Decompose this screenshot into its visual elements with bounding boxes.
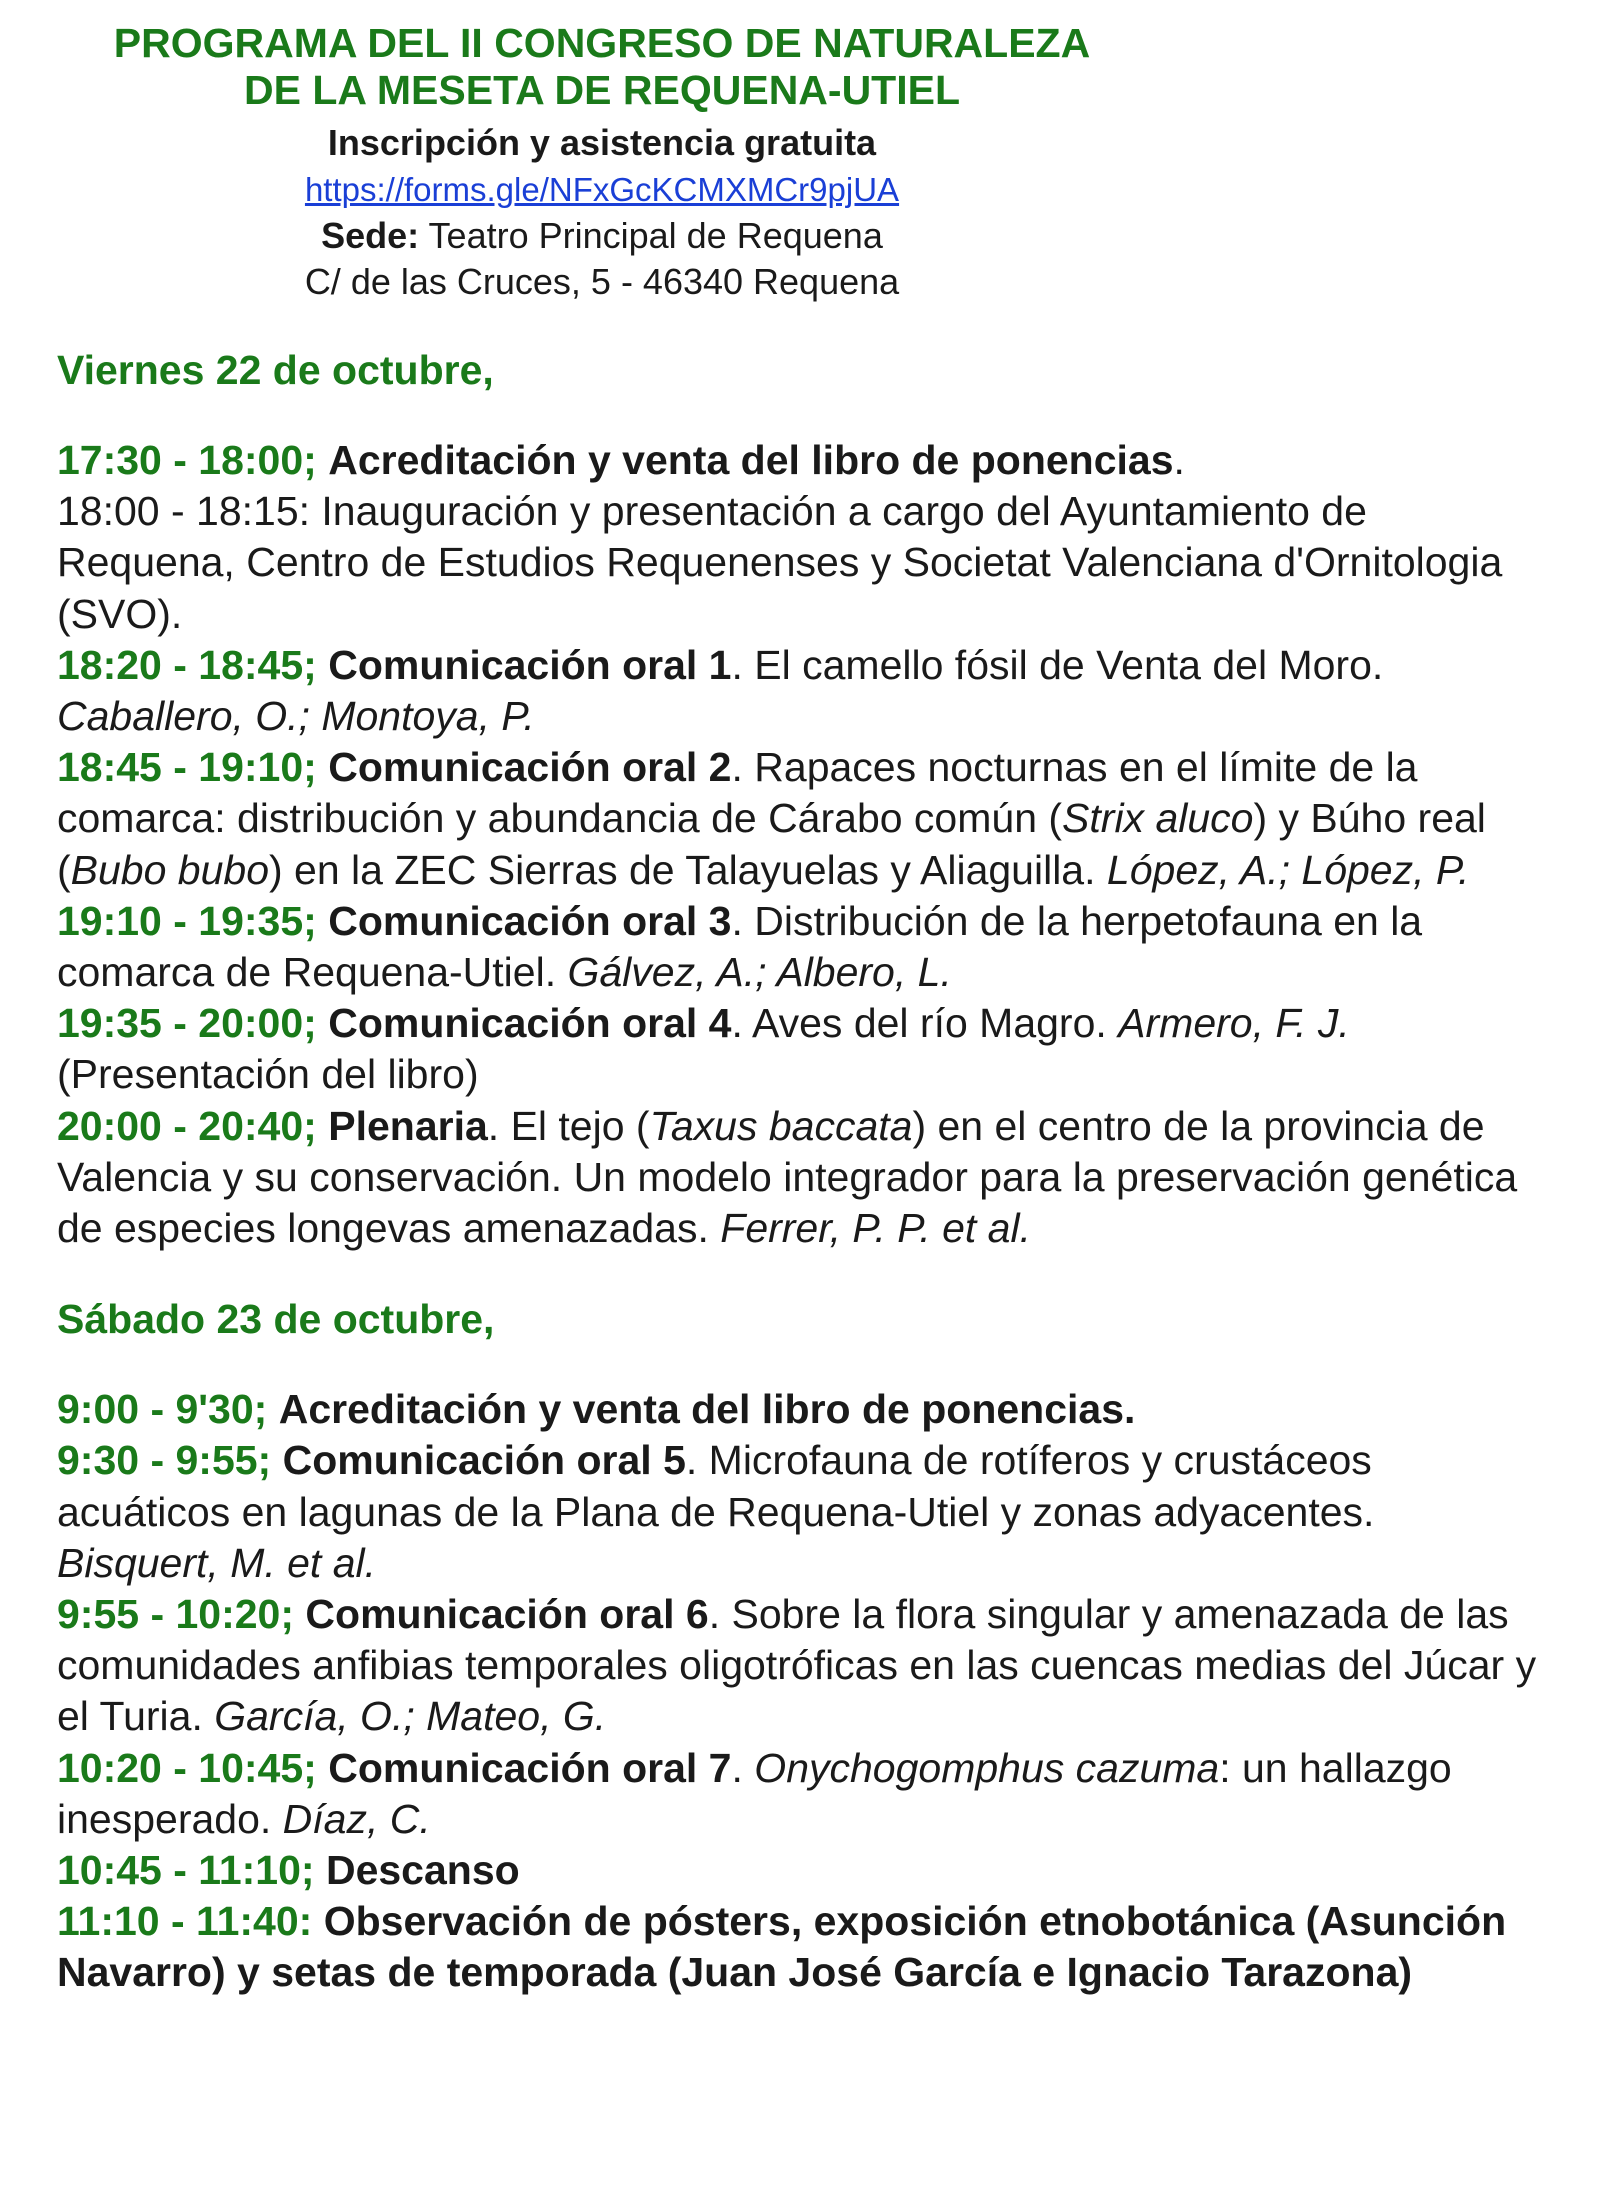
saturday-schedule [57,1384,1547,1998]
entry-text: 18:00 - 18:15: Inauguración y presentación a cargo del Ayuntamiento de Requena, Centro de Estudios Requenenses y Societat Valenciana d'Ornitologia (SVO). [57,488,1503,637]
entry-text: : un hallazgo inesperado. [57,1744,1452,1842]
entry-time: 19:10 - 19:35; [57,897,317,944]
schedule-entry [57,486,1547,640]
entry-authors: Armero, F. J. [1118,1000,1350,1047]
entry-time: 10:20 - 10:45; [57,1744,317,1791]
entry-authors: Gálvez, A.; Albero, L. [567,949,952,996]
entry-title: Comunicación oral 1 [328,641,732,688]
day-heading-saturday: Sábado 23 de octubre, [57,1296,495,1343]
entry-text: . [1173,437,1185,483]
entry-authors: Caballero, O.; Montoya, P. [57,693,535,740]
program-title-line2: DE LA MESETA DE REQUENA-UTIEL [244,67,960,113]
entry-authors: López, A.; López, P. [1106,846,1470,893]
entry-title: Observación de pósters, exposición etnobotánica (Asunción Navarro) y setas de temporada (Juan José García e Ignacio Tarazona) [57,1898,1507,1996]
species-name: Bubo bubo [70,846,270,893]
entry-text: . Sobre la flora singular y amenazada de las comunidades anfibias temporales oligotróficas en las cuencas medias del Júcar y el Turia. [57,1591,1537,1740]
entry-time: 9:55 - 10:20; [57,1591,295,1638]
schedule-entry [57,1435,1547,1589]
entry-title: Comunicación oral 7 [328,1744,732,1791]
entry-text: . El camello fósil de Venta del Moro. [731,641,1384,688]
entry-text: . Aves del río Magro. [731,1000,1119,1047]
schedule-entry [57,742,1547,896]
registration-link[interactable]: https://forms.gle/NFxGcKCMXMCr9pjUA [304,171,900,208]
entry-title: Comunicación oral 4 [328,1000,732,1047]
venue-address: C/ de las Cruces, 5 - 46340 Requena [304,261,900,302]
entry-authors: Ferrer, P. P. et al. [720,1205,1031,1252]
entry-time: 9:00 - 9'30; [57,1386,268,1433]
entry-title: Acreditación y venta del libro de ponencias. [278,1386,1136,1433]
entry-time: 17:30 - 18:00; [57,437,317,483]
schedule-entry [57,1589,1547,1743]
schedule-entry [57,1845,1547,1896]
schedule-entry [57,998,1547,1100]
entry-text: . [731,1744,755,1791]
registration-text: Inscripción y asistencia gratuita [327,122,877,163]
entry-time: 10:45 - 11:10; [57,1847,315,1894]
entry-time: 11:10 - 11:40: [57,1898,313,1945]
schedule-entry [57,435,1547,486]
entry-text: ) y Búho real ( [57,795,1486,893]
species-name: Onychogomphus cazuma [754,1744,1220,1791]
entry-text: . Distribución de la herpetofauna en la comarca de Requena-Utiel. [57,897,1423,996]
entry-time: 18:45 - 19:10; [57,744,317,791]
species-name: Taxus baccata [649,1102,913,1149]
entry-title: Comunicación oral 6 [305,1591,709,1638]
entry-text: . El tejo ( [487,1102,650,1149]
friday-schedule [57,435,1547,1254]
schedule-entry [57,1101,1547,1255]
entry-authors: Díaz, C. [282,1795,431,1842]
entry-time: 20:00 - 20:40; [57,1102,317,1149]
entry-title: Acreditación y venta del libro de ponencias [328,437,1174,483]
entry-time: 9:30 - 9:55; [57,1437,272,1484]
day-heading-friday: Viernes 22 de octubre, [57,347,494,393]
schedule-entry [57,1896,1547,1998]
entry-title: Descanso [325,1847,520,1894]
entry-text: ) en el centro de la provincia de Valencia y su conservación. Un modelo integrador para la preservación genética de especies longevas amenazadas. [57,1102,1518,1252]
entry-time: 19:35 - 20:00; [57,1000,317,1047]
entry-text: . Microfauna de rotíferos y crustáceos acuáticos en lagunas de la Plana de Requena-Utiel y zonas adyacentes. [57,1437,1375,1535]
entry-authors: García, O.; Mateo, G. [214,1693,607,1740]
entry-time: 18:20 - 18:45; [57,641,317,688]
entry-authors: Bisquert, M. et al. [57,1539,377,1586]
registration-link-row [57,166,1147,213]
entry-title: Plenaria [328,1102,488,1149]
venue-label: Sede: [321,215,420,256]
entry-text: . Rapaces nocturnas en el límite de la comarca: distribución y abundancia de Cárabo común ( [57,744,1418,842]
program-document [57,20,1547,1999]
schedule-entry [57,1743,1547,1845]
species-name: Strix aluco [1062,795,1254,842]
entry-text: ) en la ZEC Sierras de Talayuelas y Aliaguilla. [269,846,1107,893]
entry-text: (Presentación del libro) [57,1051,479,1098]
program-header [57,20,1147,305]
entry-title: Comunicación oral 2 [328,744,732,791]
entry-title: Comunicación oral 5 [282,1437,686,1484]
venue-row [57,213,1147,259]
registration-note [57,120,1147,166]
entry-title: Comunicación oral 3 [328,897,732,944]
program-title-line1: PROGRAMA DEL II CONGRESO DE NATURALEZA [113,20,1091,66]
schedule-entry [57,640,1547,742]
schedule-entry [57,1384,1547,1435]
venue-name: Teatro Principal de Requena [428,215,883,256]
schedule-entry [57,896,1547,998]
